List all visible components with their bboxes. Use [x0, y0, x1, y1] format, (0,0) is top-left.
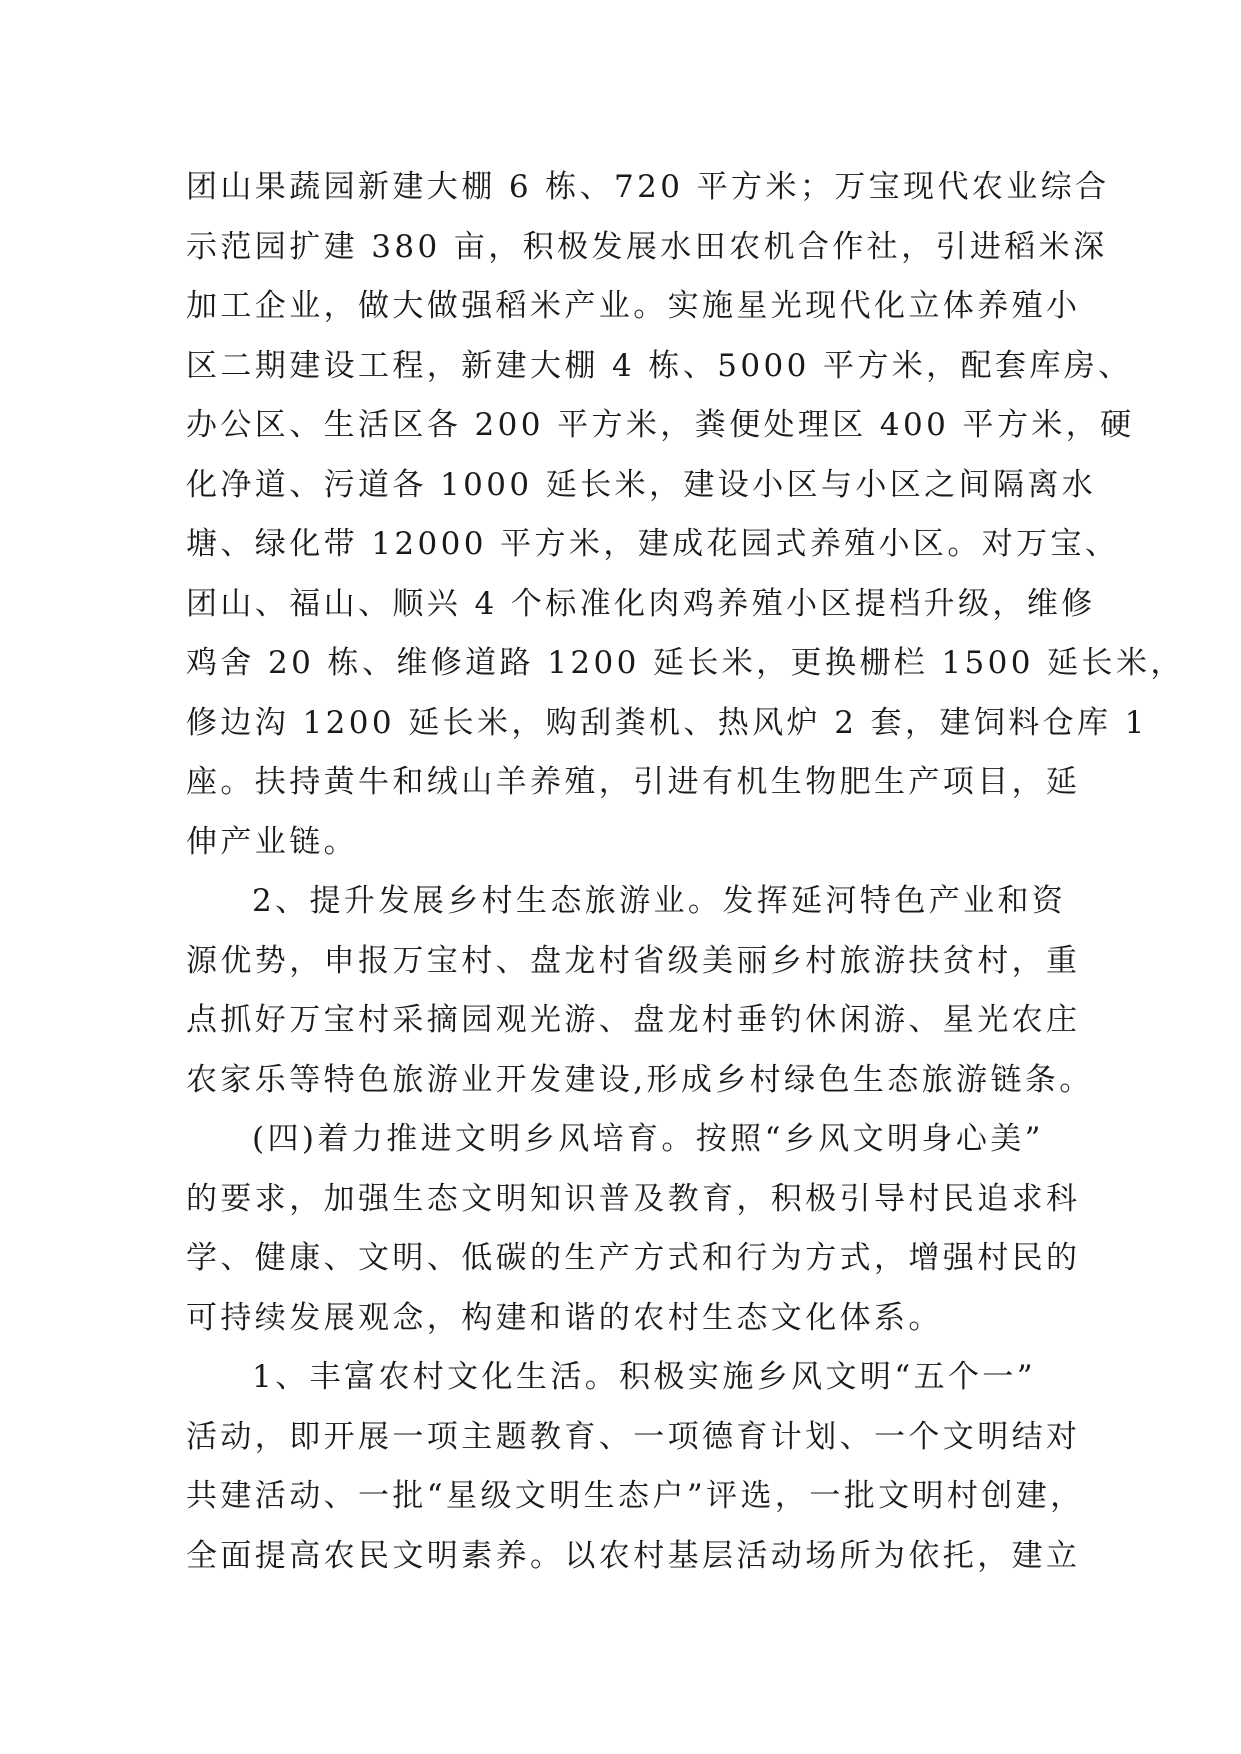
text-line: 团山、福山、顺兴 4 个标准化肉鸡养殖小区提档升级，维修: [186, 585, 1096, 622]
text-line: 可持续发展观念，构建和谐的农村生态文化体系。: [186, 1299, 943, 1336]
text-line: 鸡舍 20 栋、维修道路 1200 延长米，更换栅栏 1500 延长米，: [186, 645, 1185, 681]
text-line: 活动，即开展一项主题教育、一项德育计划、一个文明结对: [186, 1418, 1081, 1455]
text-line: 区二期建设工程，新建大棚 4 栋、5000 平方米，配套库房、: [186, 347, 1133, 384]
paragraph-heading-line: 1、丰富农村文化生活。积极实施乡风文明“五个一”: [252, 1359, 1037, 1395]
text-line: 伸产业链。: [186, 823, 358, 860]
text-line: 塘、绿化带 12000 平方米，建成花园式养殖小区。对万宝、: [186, 526, 1120, 562]
text-line: 农家乐等特色旅游业开发建设,形成乡村绿色生态旅游链条。: [186, 1061, 1094, 1098]
text-line: 共建活动、一批“星级文明生态户”评选，一批文明村创建，: [186, 1478, 1085, 1514]
text-line: 示范园扩建 380 亩，积极发展水田农机合作社，引进稻米深: [186, 228, 1108, 265]
text-line: 加工企业，做大做强稻米产业。实施星光现代化立体养殖小: [186, 288, 1081, 324]
document-body: [186, 158, 1185, 1586]
text-line: 点抓好万宝村采摘园观光游、盘龙村垂钓休闲游、星光农庄: [186, 1002, 1081, 1038]
text-line: 的要求，加强生态文明知识普及教育，积极引导村民追求科: [186, 1180, 1081, 1217]
text-line: 修边沟 1200 延长米，购刮粪机、热风炉 2 套，建饲料仓库 1: [186, 704, 1148, 741]
text-line: 化净道、污道各 1000 延长米，建设小区与小区之间隔离水: [186, 466, 1097, 503]
text-line: 源优势，申报万宝村、盘龙村省级美丽乡村旅游扶贫村，重: [186, 942, 1081, 979]
section-heading-line: (四)着力推进文明乡风培育。按照“乡风文明身心美”: [252, 1121, 1044, 1157]
text-line: 全面提高农民文明素养。以农村基层活动场所为依托，建立: [186, 1537, 1081, 1574]
text-line: 团山果蔬园新建大棚 6 栋、720 平方米；万宝现代农业综合: [186, 169, 1110, 205]
text-line: 学、健康、文明、低碳的生产方式和行为方式，增强村民的: [186, 1240, 1081, 1276]
text-line: 办公区、生活区各 200 平方米，粪便处理区 400 平方米，硬: [186, 407, 1135, 443]
text-line: 座。扶持黄牛和绒山羊养殖，引进有机生物肥生产项目，延: [186, 764, 1081, 800]
paragraph-heading-line: 2、提升发展乡村生态旅游业。发挥延河特色产业和资: [252, 883, 1067, 919]
